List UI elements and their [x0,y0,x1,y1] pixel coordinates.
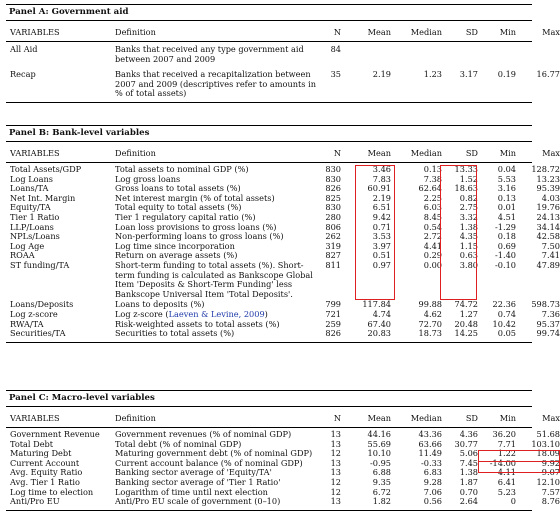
table-row [6,429,560,440]
row-n: 721 [325,309,341,320]
row-mean: 9.42 [372,211,391,222]
row-n: 830 [325,164,341,174]
row-sd: 7.45 [459,457,478,468]
row-min: 0.04 [497,164,516,174]
col-header-variables: VARIABLES [10,148,60,158]
col-header-median: Median [410,27,442,37]
row-sd: 0.70 [459,486,478,497]
col-header-median: Median [410,148,442,158]
row-max: 95.39 [536,183,560,194]
row-definition: Net interest margin (% of total assets) [115,192,275,203]
row-definition: Banks that received any type government aid between 2007 and 2009 [115,44,304,64]
col-header-n: N [333,148,341,158]
row-max: 4.03 [541,192,560,203]
row-variable: Recap [10,69,36,79]
row-sd: 0.63 [459,250,478,261]
row-median: 2.25 [423,192,442,203]
row-min: -1.40 [495,250,516,261]
row-mean: 2.19 [372,69,391,79]
row-n: 825 [325,192,341,203]
row-mean: 3.97 [372,240,391,251]
col-header-min: Min [499,413,516,423]
row-sd: 1.52 [459,173,478,184]
panel-c-title: Panel C: Macro-level variables [9,393,155,403]
row-median: 0.13 [423,164,442,174]
row-median: 0.29 [423,250,442,261]
row-median: 0.00 [423,259,442,270]
row-median: 7.38 [423,173,442,184]
row-min: 4.11 [497,467,516,478]
row-variable: ST funding/TA [10,259,70,270]
row-mean: 55.69 [367,438,391,449]
row-n: 280 [325,211,341,222]
row-mean: 1.82 [372,496,391,507]
row-sd: 4.35 [459,231,478,242]
row-n: 826 [325,328,341,339]
row-min: 5.53 [497,173,516,184]
col-header-n: N [333,27,341,37]
row-sd: 74.72 [454,299,478,310]
row-max: 16.77 [536,69,560,79]
row-definition: Short-term funding to total assets (%). Short-term funding is calculated as Bankscope Global Item 'Deposits & Short-Term Funding' less Bankscope Universal Item 'Total Deposits'. [115,259,313,299]
row-median: 99.88 [418,299,442,310]
row-min: 1.22 [497,448,516,459]
row-min: 0.74 [497,309,516,320]
row-sd: 3.32 [459,211,478,222]
col-header-median: Median [410,413,442,423]
table-row [6,299,560,310]
row-variable: Anti/Pro EU [10,496,60,507]
row-variable: Log Loans [10,173,53,184]
row-definition: Anti/Pro EU scale of government (0–10) [115,496,281,507]
row-median: 62.64 [418,183,442,194]
row-n: 13 [330,457,341,468]
row-variable: NPLs/Loans [10,231,60,242]
row-definition: Log time since incorporation [115,240,235,251]
row-median: 6.83 [423,467,442,478]
row-min: -14.00 [489,457,516,468]
row-median: 9.28 [423,476,442,487]
panel-b-header-row [6,147,560,160]
row-mean: 44.16 [367,429,391,439]
row-min: 0.19 [497,69,516,79]
row-sd: 30.77 [454,438,478,449]
row-max: 34.14 [536,221,560,232]
row-n: 827 [325,250,341,261]
highlight-box-sd [440,165,477,300]
row-max: 103.10 [531,438,560,449]
row-max: 18.09 [536,448,560,459]
row-n: 806 [325,221,341,232]
row-variable: Maturing Debt [10,448,72,459]
row-n: 84 [330,44,341,54]
row-max: 12.10 [536,476,560,487]
row-mean: 0.51 [372,250,391,261]
row-variable: Loans/TA [10,183,49,194]
highlight-box-current-account [478,457,560,473]
row-n: 826 [325,183,341,194]
panel-c-header-row [6,412,560,425]
row-n: 13 [330,429,341,439]
row-variable: Log z-score [10,309,58,320]
row-definition: Tier 1 regulatory capital ratio (%) [115,211,256,222]
row-median: 11.49 [418,448,442,459]
col-header-sd: SD [465,413,478,423]
row-min: -1.29 [495,221,516,232]
row-min: 36.20 [492,429,516,439]
row-mean: 3.53 [372,231,391,242]
row-max: 7.50 [541,240,560,251]
row-definition: Current account balance (% of nominal GDP) [115,457,303,468]
row-n: 830 [325,173,341,184]
col-header-variables: VARIABLES [10,27,60,37]
row-n: 12 [330,476,341,487]
row-sd: 1.27 [459,309,478,320]
row-n: 13 [330,496,341,507]
row-median: 4.41 [423,240,442,251]
row-variable: RWA/TA [10,318,44,329]
definition-text: Log z-score ( [115,309,169,320]
row-max: 8.76 [541,496,560,507]
row-mean: 60.91 [367,183,391,194]
col-header-n: N [333,413,341,423]
row-variable: Log time to election [10,486,94,497]
row-definition: Banking sector average of 'Tier 1 Ratio' [115,476,281,487]
panel-a [6,4,560,103]
col-header-sd: SD [465,27,478,37]
row-variable: Government Revenue [10,429,100,439]
row-n: 259 [325,318,341,329]
citation-link[interactable]: Laeven & Levine, 2009 [168,309,265,320]
row-max: 9.92 [541,457,560,468]
row-definition: Non-performing loans to gross loans (%) [115,231,284,242]
row-max: 13.23 [536,173,560,184]
row-min: 6.41 [497,476,516,487]
row-mean: 2.19 [372,192,391,203]
row-sd: 1.87 [459,476,478,487]
col-header-max: Max [542,413,560,423]
row-sd: 20.48 [454,318,478,329]
table-row [6,318,560,330]
row-min: 0.05 [497,328,516,339]
col-header-sd: SD [465,148,478,158]
row-mean: 6.72 [372,486,391,497]
row-mean: 4.74 [372,309,391,320]
row-variable: LLP/Loans [10,221,54,232]
row-variable: All Aid [10,44,38,54]
row-mean: 0.71 [372,221,391,232]
row-n: 13 [330,467,341,478]
row-mean: 20.83 [367,328,391,339]
row-variable: Current Account [10,457,80,468]
row-min: 0.69 [497,240,516,251]
panel-c [6,390,560,511]
row-median: 43.36 [418,429,442,439]
row-sd: 14.25 [454,328,478,339]
row-mean: 117.84 [362,299,391,310]
table-row [6,69,560,102]
row-mean: 7.83 [372,173,391,184]
row-n: 13 [330,438,341,449]
col-header-definition: Definition [115,27,156,37]
row-variable: Net Int. Margin [10,192,76,203]
row-max: 24.13 [536,211,560,222]
row-max: 7.36 [541,309,560,320]
row-median: 4.62 [423,309,442,320]
col-header-min: Min [499,148,516,158]
row-median: 18.73 [418,328,442,339]
row-max: 7.41 [541,250,560,261]
row-sd: 3.17 [459,69,478,79]
row-max: 99.74 [536,328,560,339]
row-median: 0.54 [423,221,442,232]
row-max: 95.37 [536,318,560,329]
row-definition: Loan loss provisions to gross loans (%) [115,221,277,232]
row-n: 811 [325,259,341,270]
row-mean: -0.95 [370,457,391,468]
row-min: 5.23 [497,486,516,497]
panel-b-title: Panel B: Bank-level variables [9,128,150,138]
row-median: -0.33 [421,457,442,468]
row-sd: 5.06 [459,448,478,459]
row-sd: 2.75 [459,202,478,213]
table-row [6,496,560,507]
row-median: 0.56 [423,496,442,507]
row-max: 19.76 [536,202,560,213]
row-sd: 1.38 [459,221,478,232]
col-header-max: Max [542,148,560,158]
row-definition: Loans to deposits (%) [115,299,205,310]
row-median: 1.23 [423,69,442,79]
col-header-max: Max [542,27,560,37]
row-definition: Total equity to total assets (%) [115,202,242,213]
row-definition: Log gross loans [115,173,181,184]
row-definition: Total debt (% of nominal GDP) [115,438,242,449]
row-median: 63.66 [418,438,442,449]
row-sd: 1.15 [459,240,478,251]
row-min: -0.10 [495,259,516,270]
row-min: 3.16 [497,183,516,194]
col-header-mean: Mean [367,27,391,37]
col-header-variables: VARIABLES [10,413,60,423]
row-mean: 9.35 [372,476,391,487]
row-sd: 3.80 [459,259,478,270]
row-variable: Avg. Equity Ratio [10,467,83,478]
panel-c-body [6,429,560,507]
row-mean: 3.46 [372,164,391,174]
row-mean: 10.10 [367,448,391,459]
row-max: 9.07 [541,467,560,478]
row-definition: Banks that received a recapitalization between 2007 and 2009 (descriptives refer to amounts in % of total assets) [115,69,316,99]
row-definition: Risk-weighted assets to total assets (%) [115,318,280,329]
row-definition: Maturing government debt (% of nominal GDP) [115,448,313,459]
row-definition: Total assets to nominal GDP (%) [115,164,249,174]
row-min: 7.71 [497,438,516,449]
panel-a-header-row [6,26,560,39]
row-min: 4.51 [497,211,516,222]
row-sd: 13.33 [454,164,478,174]
col-header-definition: Definition [115,413,156,423]
row-definition: Logarithm of time until next election [115,486,268,497]
row-sd: 18.63 [454,183,478,194]
row-n: 12 [330,448,341,459]
row-median: 2.72 [423,231,442,242]
row-definition: Securities to total assets (%) [115,328,235,339]
row-mean: 6.88 [372,467,391,478]
row-mean: 6.51 [372,202,391,213]
row-median: 72.70 [418,318,442,329]
row-definition: Gross loans to total assets (%) [115,183,241,194]
row-median: 6.03 [423,202,442,213]
row-min: 0.18 [497,231,516,242]
row-definition: Return on average assets (%) [115,250,238,261]
row-n: 35 [330,69,341,79]
row-sd: 4.36 [459,429,478,439]
col-header-min: Min [499,27,516,37]
panel-a-title: Panel A: Government aid [9,7,129,17]
row-variable: Loans/Deposits [10,299,74,310]
row-median: 7.06 [423,486,442,497]
table-row [6,328,560,339]
row-max: 598.73 [531,299,560,310]
row-variable: Equity/TA [10,202,51,213]
row-min: 0.01 [497,202,516,213]
row-variable: Total Assets/GDP [10,164,82,174]
row-n: 12 [330,486,341,497]
row-mean: 67.40 [367,318,391,329]
col-header-definition: Definition [115,148,156,158]
row-min: 10.42 [492,318,516,329]
row-n: 262 [325,231,341,242]
row-median: 8.45 [423,211,442,222]
row-sd: 1.38 [459,467,478,478]
row-sd: 2.64 [459,496,478,507]
definition-text: ) [264,309,268,320]
row-min: 0 [510,496,516,507]
row-definition: Government revenues (% of nominal GDP) [115,429,292,439]
row-sd: 0.82 [459,192,478,203]
row-variable: Securities/TA [10,328,66,339]
row-variable: Avg. Tier 1 Ratio [10,476,80,487]
row-max: 42.58 [536,231,560,242]
row-definition: Banking sector average of 'Equity/TA' [115,467,272,478]
col-header-mean: Mean [367,413,391,423]
highlight-box-mean [355,165,395,300]
row-min: 0.13 [497,192,516,203]
row-mean: 0.97 [372,259,391,270]
row-variable: Tier 1 Ratio [10,211,60,222]
row-min: 22.36 [492,299,516,310]
row-n: 830 [325,202,341,213]
row-max: 128.72 [531,164,560,174]
row-max: 51.68 [536,429,560,439]
table-row [6,45,532,70]
row-variable: Total Debt [10,438,54,449]
row-n: 319 [325,240,341,251]
row-variable: ROAA [10,250,35,261]
row-variable: Log Age [10,240,45,251]
row-max: 7.57 [541,486,560,497]
col-header-mean: Mean [367,148,391,158]
row-max: 47.89 [536,259,560,270]
row-n: 799 [325,299,341,310]
